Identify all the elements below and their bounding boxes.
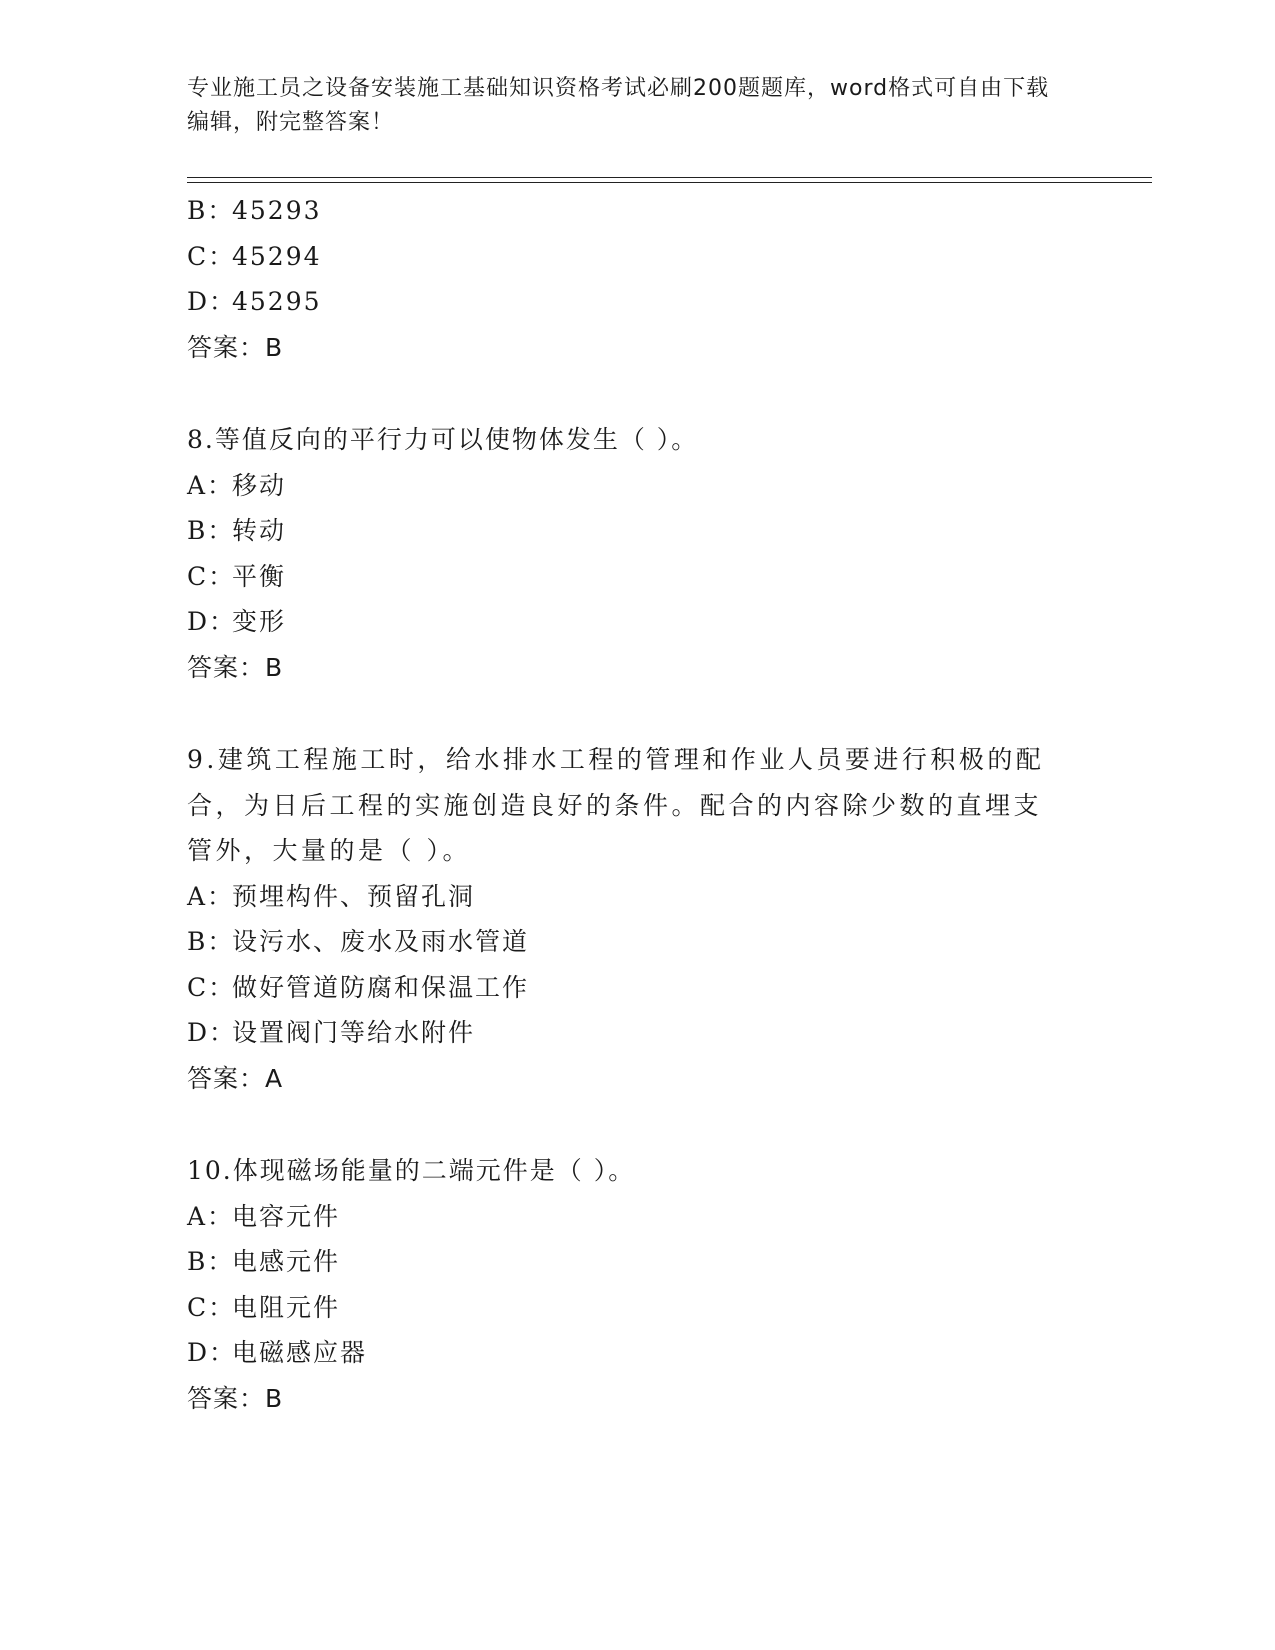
option-text: 设污水、废水及雨水管道 [232, 927, 530, 956]
spacer [187, 690, 1087, 737]
option-text: 做好管道防腐和保温工作 [232, 972, 530, 1002]
option-d [187, 279, 1087, 325]
question-content [187, 188, 1087, 1421]
option-key: B： [187, 196, 235, 225]
option-a [187, 874, 1087, 920]
option-text: 变形 [232, 607, 287, 636]
answer-line: 答案：B [187, 332, 284, 362]
question-8 [187, 417, 1087, 690]
option-text: 转动 [232, 516, 287, 545]
option-text: 电感元件 [232, 1247, 341, 1276]
option-key: A： [187, 881, 235, 911]
option-key: A： [187, 1201, 235, 1231]
option-c [187, 234, 1087, 280]
option-d [187, 1010, 1087, 1056]
option-text: 45293 [232, 196, 322, 225]
option-b [187, 188, 1087, 234]
option-text: 电容元件 [232, 1201, 341, 1231]
option-d [187, 1330, 1087, 1376]
option-key: C： [187, 561, 236, 591]
header-divider-top [187, 177, 1152, 178]
option-text: 预埋构件、预留孔洞 [232, 881, 476, 911]
question-text: 8.等值反向的平行力可以使物体发生（ ）。 [187, 425, 699, 454]
option-key: D： [187, 1018, 237, 1047]
option-key: D： [187, 1338, 237, 1367]
question-9 [187, 737, 1087, 1101]
option-c [187, 554, 1087, 600]
option-text: 45295 [232, 287, 322, 316]
spacer [187, 370, 1087, 417]
option-b [187, 919, 1087, 965]
answer-line: 答案：A [187, 1063, 284, 1093]
option-text: 移动 [232, 470, 287, 500]
option-text: 电阻元件 [232, 1292, 341, 1322]
question-text: 9.建筑工程施工时，给水排水工程的管理和作业人员要进行积极的配合，为日后工程的实施创造良好的条件。配合的内容除少数的直埋支管外，大量的是（ ）。 [187, 745, 1045, 865]
option-a [187, 463, 1087, 509]
option-text: 设置阀门等给水附件 [232, 1018, 476, 1047]
option-key: D： [187, 287, 237, 316]
option-text: 电磁感应器 [232, 1338, 368, 1367]
option-c [187, 1285, 1087, 1331]
option-c [187, 965, 1087, 1011]
header-divider-bottom [187, 182, 1152, 183]
option-key: B： [187, 516, 235, 545]
option-key: D： [187, 607, 237, 636]
option-text: 45294 [232, 241, 322, 271]
question-10 [187, 1148, 1087, 1421]
option-d [187, 599, 1087, 645]
option-key: B： [187, 927, 235, 956]
option-key: A： [187, 470, 235, 500]
option-key: C： [187, 241, 236, 271]
answer-line: 答案：B [187, 652, 284, 682]
page-header: 专业施工员之设备安装施工基础知识资格考试必刷200题题库，word格式可自由下载编辑，附完整答案！ [187, 76, 1050, 135]
question-fragment [187, 188, 1087, 370]
option-key: B： [187, 1247, 235, 1276]
question-text: 10.体现磁场能量的二端元件是（ ）。 [187, 1156, 636, 1185]
option-key: C： [187, 972, 236, 1002]
option-key: C： [187, 1292, 236, 1322]
spacer [187, 1101, 1087, 1148]
option-b [187, 1239, 1087, 1285]
option-a [187, 1194, 1087, 1240]
answer-line: 答案：B [187, 1383, 284, 1413]
option-b [187, 508, 1087, 554]
option-text: 平衡 [232, 561, 287, 591]
